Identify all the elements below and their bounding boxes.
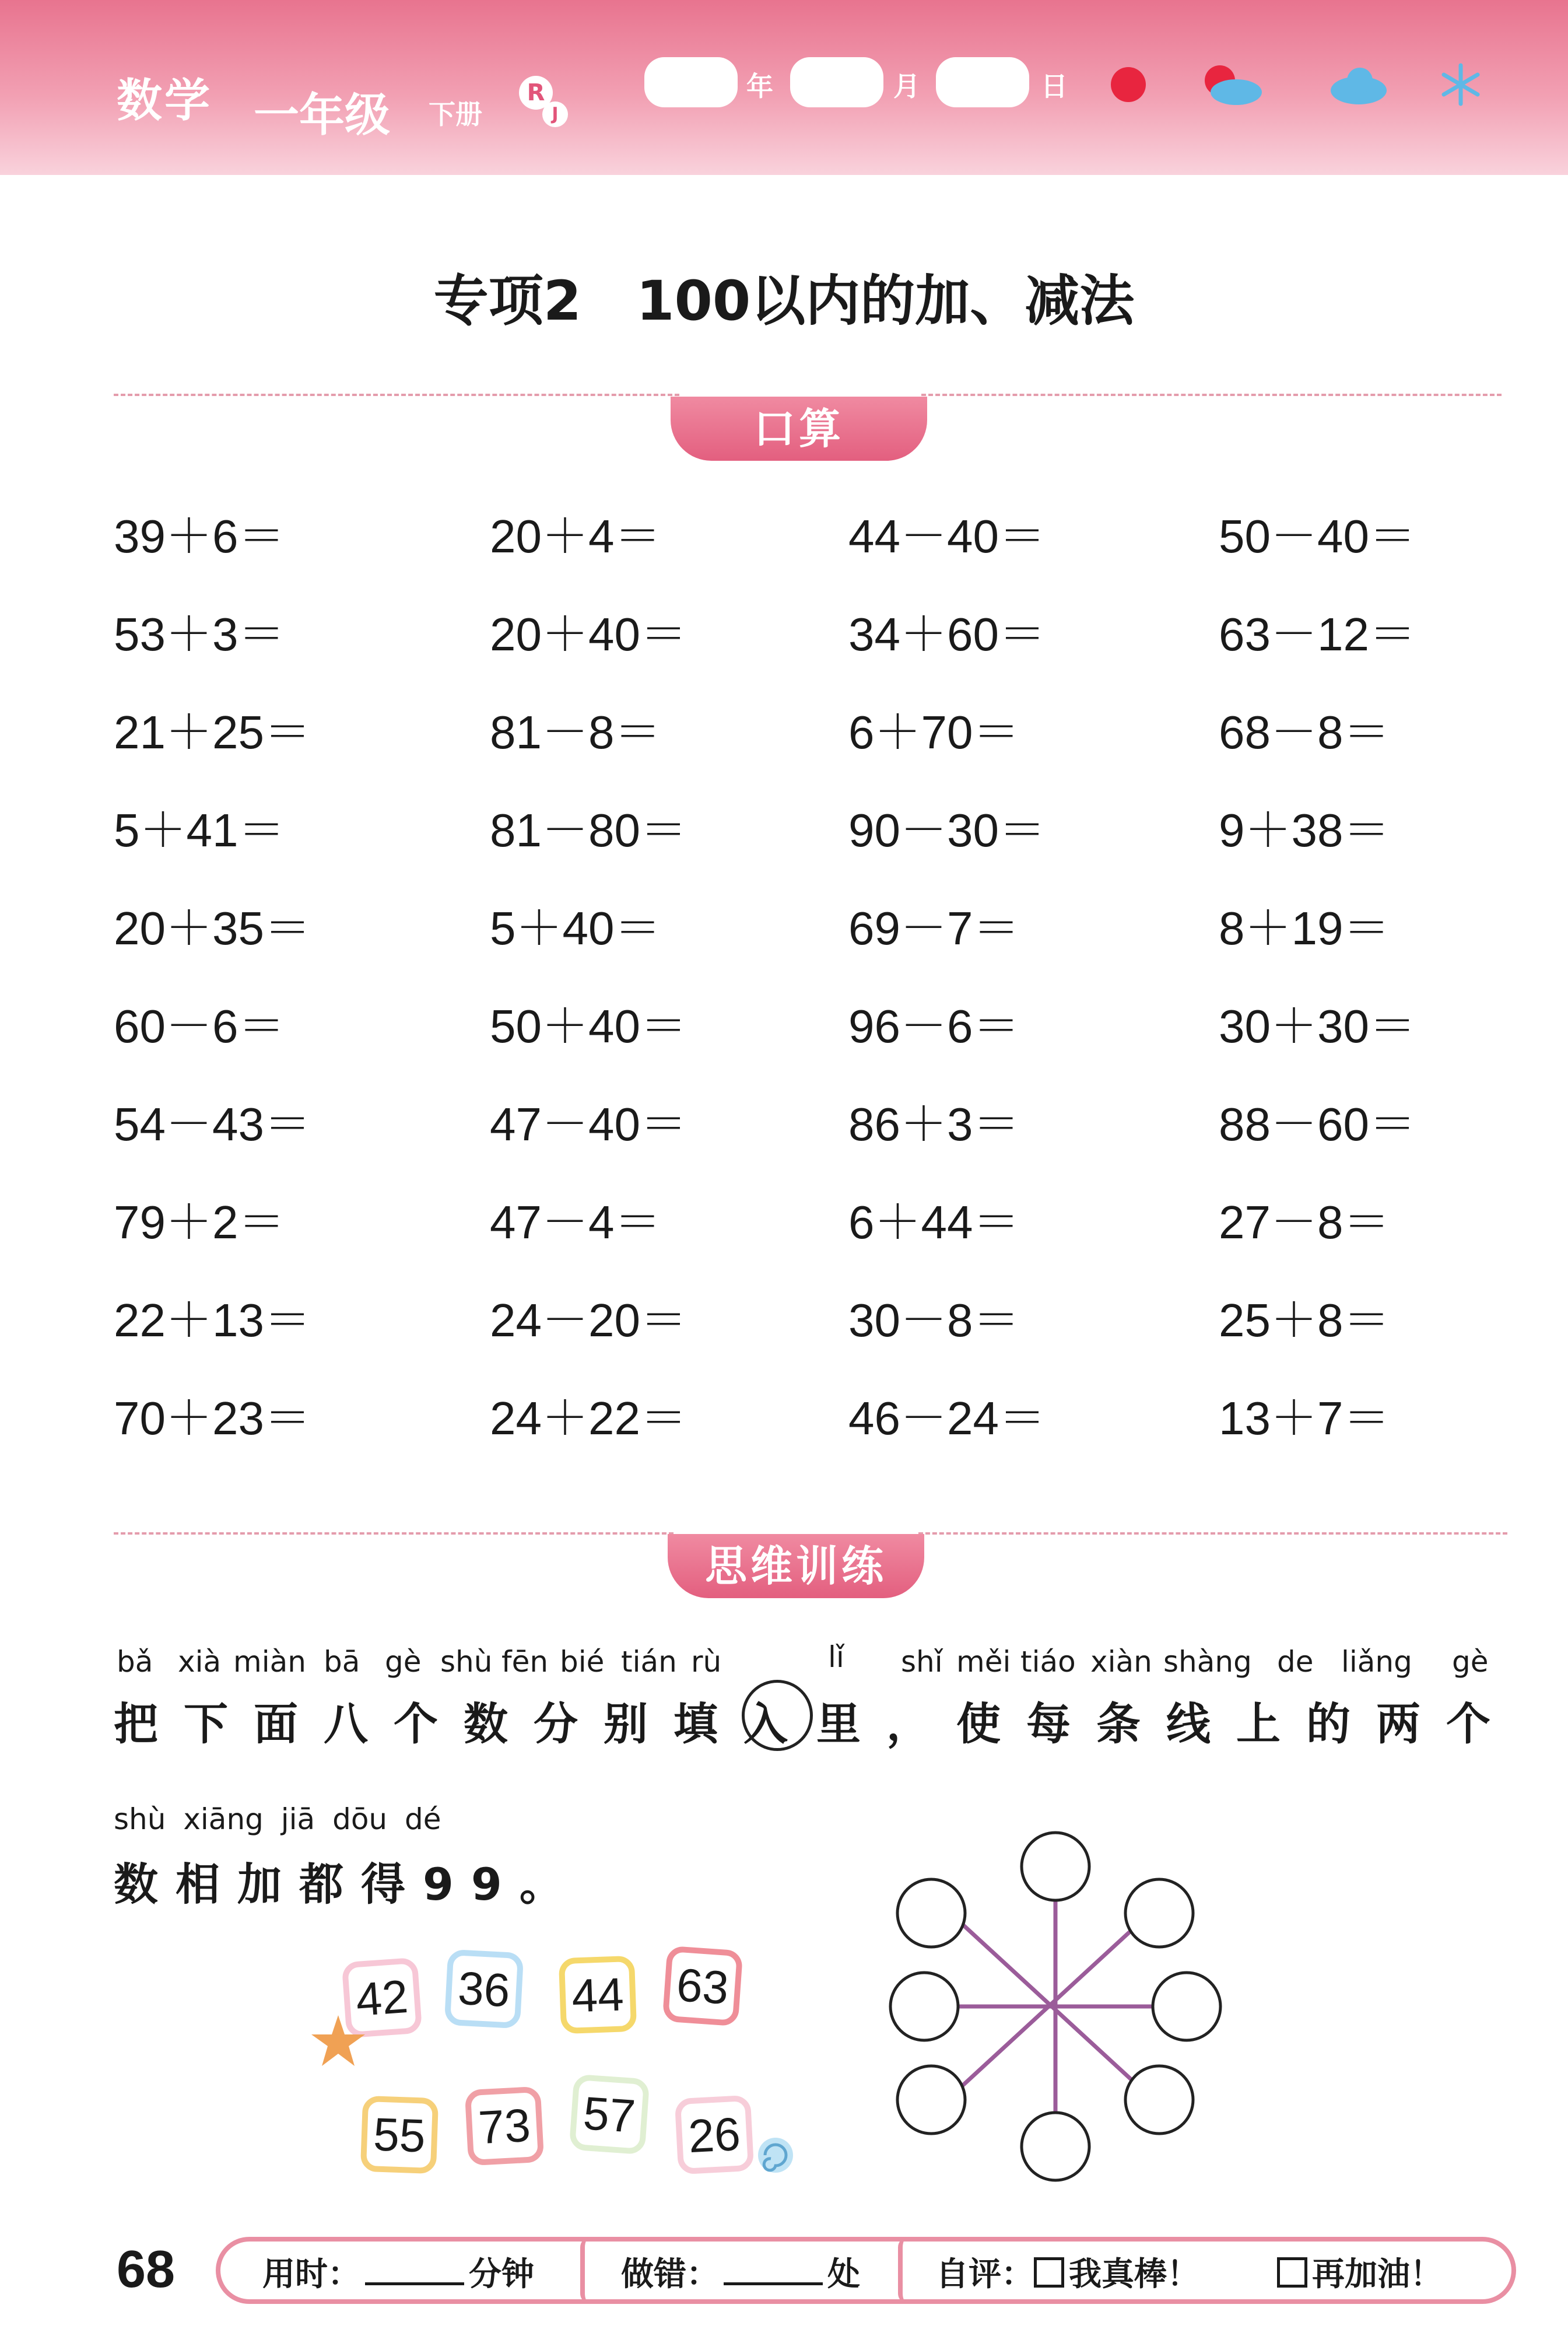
error-label: 做错：: [621, 2256, 719, 2293]
problem-r7-c4[interactable]: 88－60＝: [1219, 1098, 1416, 1150]
number-card[interactable]: 44: [559, 1956, 637, 2034]
problem-r6-c3[interactable]: 96－6＝: [848, 1000, 1020, 1052]
problem-r5-c4[interactable]: 8＋19＝: [1219, 902, 1390, 954]
pinyin-syllable: shàng: [1163, 1645, 1252, 1679]
checkbox-great[interactable]: [1034, 2257, 1064, 2288]
number-card[interactable]: 73: [465, 2086, 545, 2166]
pinyin-syllable: bā: [324, 1645, 360, 1679]
problem-r4-c4[interactable]: 9＋38＝: [1219, 804, 1390, 856]
number-card[interactable]: 26: [675, 2095, 755, 2175]
section-divider: [921, 394, 1502, 396]
problem-r9-c2[interactable]: 24－20＝: [490, 1294, 687, 1346]
pinyin-syllable: xià: [178, 1645, 222, 1679]
pinyin-syllable: de: [1277, 1645, 1314, 1679]
number-card[interactable]: 63: [662, 1946, 743, 2027]
errors: [621, 2249, 860, 2295]
time-used: [262, 2249, 534, 2295]
shell-icon: [752, 2132, 799, 2179]
sun-icon[interactable]: [1102, 58, 1155, 111]
problem-r1-c1[interactable]: 39＋6＝: [114, 510, 285, 562]
pinyin-syllable: tián: [621, 1645, 677, 1679]
problem-r7-c2[interactable]: 47－40＝: [490, 1098, 687, 1150]
time-label: 用时：: [262, 2256, 360, 2293]
pinyin-syllable: tiáo: [1020, 1645, 1076, 1679]
year-field[interactable]: [644, 57, 738, 107]
answer-circle-bottom-left: [897, 2066, 965, 2134]
number-card[interactable]: 42: [342, 1957, 423, 2039]
self-evaluation: [936, 2249, 1199, 2295]
subject-label: 数学: [117, 75, 213, 127]
month-field[interactable]: [790, 57, 883, 107]
instruction-line2-pinyin: shù xiāng jiā dōu dé: [114, 1802, 441, 1836]
self-eval-label: 自评：: [936, 2256, 1034, 2293]
problem-r1-c4[interactable]: 50－40＝: [1219, 510, 1416, 562]
self-evaluation-2: [1277, 2249, 1443, 2295]
problem-r1-c3[interactable]: 44－40＝: [848, 510, 1046, 562]
problem-r10-c2[interactable]: 24＋22＝: [490, 1392, 687, 1444]
problem-r3-c1[interactable]: 21＋25＝: [114, 706, 311, 758]
day-label: 日: [1041, 71, 1068, 102]
problem-r6-c2[interactable]: 50＋40＝: [490, 1000, 687, 1052]
problem-r2-c3[interactable]: 34＋60＝: [848, 608, 1046, 660]
edition-j: J: [542, 101, 568, 127]
problem-r2-c1[interactable]: 53＋3＝: [114, 608, 285, 660]
time-blank[interactable]: [365, 2282, 464, 2285]
number-card[interactable]: 36: [444, 1949, 524, 2029]
problem-r10-c4[interactable]: 13＋7＝: [1219, 1392, 1390, 1444]
page-number: 68: [117, 2240, 176, 2299]
section-divider: [918, 1532, 1507, 1535]
problem-r9-c3[interactable]: 30－8＝: [848, 1294, 1020, 1346]
section-tab-thinking: 思维训练: [668, 1534, 924, 1598]
answer-circle-bottom: [1022, 2113, 1089, 2180]
edition-badge: [519, 76, 566, 122]
pinyin-syllable: gè: [385, 1645, 422, 1679]
pinyin-syllable: rù: [691, 1645, 722, 1679]
answer-circle-left: [890, 1973, 958, 2040]
problem-r3-c2[interactable]: 81－8＝: [490, 706, 661, 758]
footer-separator: [580, 2237, 591, 2304]
pinyin-syllable: miàn: [233, 1645, 306, 1679]
pinyin-syllable: bǎ: [117, 1645, 153, 1679]
problem-r3-c3[interactable]: 6＋70＝: [848, 706, 1020, 758]
page-header: [0, 0, 1568, 175]
section-tab-oral: 口算: [671, 397, 927, 461]
problem-r5-c1[interactable]: 20＋35＝: [114, 902, 311, 954]
problem-r5-c3[interactable]: 69－7＝: [848, 902, 1020, 954]
section-divider: [114, 394, 679, 396]
problem-r8-c4[interactable]: 27－8＝: [1219, 1196, 1390, 1248]
problem-r4-c1[interactable]: 5＋41＝: [114, 804, 285, 856]
pinyin-syllable: gè: [1452, 1645, 1489, 1679]
starfish-icon: [309, 2012, 367, 2071]
inline-circle-icon: [742, 1680, 813, 1751]
pinyin-syllable: fēn: [501, 1645, 549, 1679]
problem-r9-c1[interactable]: 22＋13＝: [114, 1294, 311, 1346]
problem-r2-c2[interactable]: 20＋40＝: [490, 608, 687, 660]
pinyin-syllable: shù: [440, 1645, 493, 1679]
problem-r4-c2[interactable]: 81－80＝: [490, 804, 687, 856]
problem-r6-c1[interactable]: 60－6＝: [114, 1000, 285, 1052]
volume-label: 下册: [429, 99, 482, 130]
checkbox-try-again[interactable]: [1277, 2257, 1307, 2288]
answer-circle-top: [1022, 1833, 1089, 1900]
problem-r6-c4[interactable]: 30＋30＝: [1219, 1000, 1416, 1052]
problem-r3-c4[interactable]: 68－8＝: [1219, 706, 1390, 758]
cloud-icon[interactable]: [1324, 58, 1394, 111]
number-card[interactable]: 57: [569, 2074, 650, 2155]
problem-r10-c1[interactable]: 70＋23＝: [114, 1392, 311, 1444]
problem-r7-c3[interactable]: 86＋3＝: [848, 1098, 1020, 1150]
problem-r1-c2[interactable]: 20＋4＝: [490, 510, 661, 562]
problem-r8-c2[interactable]: 47－4＝: [490, 1196, 661, 1248]
problem-r8-c1[interactable]: 79＋2＝: [114, 1196, 285, 1248]
answer-circle-right: [1153, 1973, 1220, 2040]
pinyin-syllable: bié: [560, 1645, 605, 1679]
pinyin-syllable: lǐ: [828, 1640, 844, 1674]
problem-r7-c1[interactable]: 54－43＝: [114, 1098, 311, 1150]
pinyin-syllable: měi: [956, 1645, 1011, 1679]
number-star-diagram: [881, 1820, 1242, 2193]
error-blank[interactable]: [724, 2282, 823, 2285]
answer-circle-bottom-right: [1125, 2066, 1193, 2134]
option-try-again: 再加油！: [1312, 2256, 1443, 2293]
answer-circle-top-right: [1125, 1879, 1193, 1947]
edition-r: R: [519, 76, 553, 110]
instruction-line2: 数相加都得99。: [114, 1858, 581, 1910]
page-title: 专项2 100以内的加、减法: [433, 269, 1135, 333]
year-label: 年: [746, 71, 773, 102]
section-divider: [114, 1532, 673, 1535]
problem-r4-c3[interactable]: 90－30＝: [848, 804, 1046, 856]
instruction-line1-b: 里，使每条线上的两个: [816, 1698, 1516, 1750]
number-card[interactable]: 55: [360, 2096, 439, 2174]
problem-r8-c3[interactable]: 6＋44＝: [848, 1196, 1020, 1248]
snowflake-icon[interactable]: [1434, 58, 1487, 111]
option-great: 我真棒！: [1069, 2256, 1199, 2293]
grade-label: 一年级: [254, 89, 391, 142]
problem-r2-c4[interactable]: 63－12＝: [1219, 608, 1416, 660]
instruction-line1-a: 把下面八个数分别填入: [114, 1698, 813, 1750]
pinyin-syllable: shǐ: [901, 1645, 943, 1679]
problem-r10-c3[interactable]: 46－24＝: [848, 1392, 1046, 1444]
pinyin-syllable: liǎng: [1341, 1645, 1412, 1679]
pinyin-syllable: xiàn: [1090, 1645, 1152, 1679]
problem-r5-c2[interactable]: 5＋40＝: [490, 902, 661, 954]
problem-r9-c4[interactable]: 25＋8＝: [1219, 1294, 1390, 1346]
time-unit: 分钟: [469, 2256, 534, 2293]
day-field[interactable]: [936, 57, 1029, 107]
footer-separator: [898, 2237, 908, 2304]
error-unit: 处: [827, 2256, 860, 2293]
answer-circle-top-left: [897, 1879, 965, 1947]
month-label: 月: [893, 71, 920, 102]
cloudy-sun-icon[interactable]: [1195, 58, 1265, 111]
